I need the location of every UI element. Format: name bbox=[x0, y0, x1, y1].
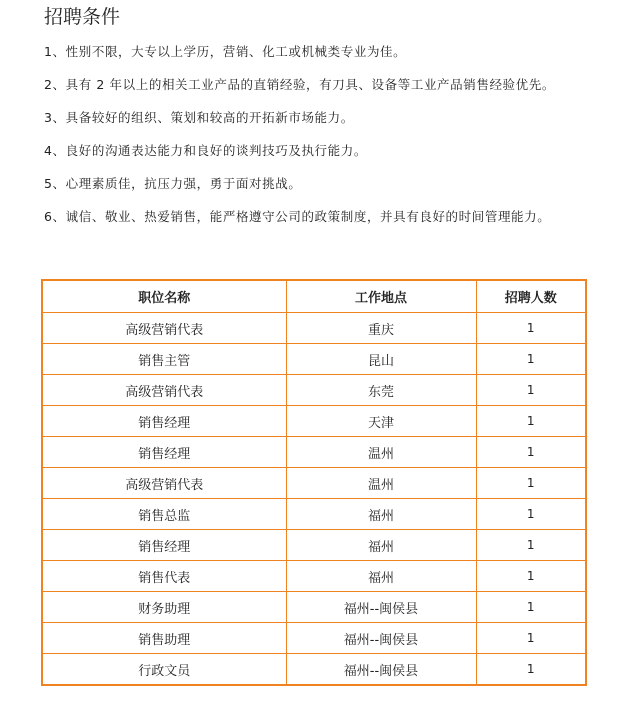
cell-headcount: 1 bbox=[476, 561, 586, 592]
table-row bbox=[42, 406, 586, 437]
cell-location: 重庆 bbox=[286, 313, 476, 344]
cell-headcount: 1 bbox=[476, 437, 586, 468]
cell-headcount: 1 bbox=[476, 406, 586, 437]
requirement-item: 2、具有 2 年以上的相关工业产品的直销经验，有刀具、设备等工业产品销售经验优先。 bbox=[44, 77, 555, 92]
header-headcount: 招聘人数 bbox=[476, 280, 586, 313]
header-location: 工作地点 bbox=[286, 280, 476, 313]
cell-headcount: 1 bbox=[476, 530, 586, 561]
table-row bbox=[42, 654, 586, 686]
cell-headcount: 1 bbox=[476, 375, 586, 406]
cell-position: 行政文员 bbox=[42, 654, 286, 686]
requirement-item: 1、性别不限，大专以上学历，营销、化工或机械类专业为佳。 bbox=[44, 44, 407, 59]
table-row bbox=[42, 623, 586, 654]
cell-position: 销售主管 bbox=[42, 344, 286, 375]
cell-location: 天津 bbox=[286, 406, 476, 437]
table-row bbox=[42, 530, 586, 561]
page-title: 招聘条件 bbox=[44, 6, 121, 28]
cell-position: 销售助理 bbox=[42, 623, 286, 654]
cell-position: 销售经理 bbox=[42, 437, 286, 468]
cell-location: 温州 bbox=[286, 437, 476, 468]
cell-location: 福州 bbox=[286, 530, 476, 561]
cell-location: 福州--闽侯县 bbox=[286, 654, 476, 686]
table-row bbox=[42, 344, 586, 375]
cell-location: 福州--闽侯县 bbox=[286, 623, 476, 654]
cell-location: 福州--闽侯县 bbox=[286, 592, 476, 623]
table-row bbox=[42, 592, 586, 623]
table-row bbox=[42, 437, 586, 468]
cell-position: 销售经理 bbox=[42, 406, 286, 437]
cell-position: 高级营销代表 bbox=[42, 313, 286, 344]
cell-position: 高级营销代表 bbox=[42, 375, 286, 406]
cell-position: 高级营销代表 bbox=[42, 468, 286, 499]
requirements-list bbox=[44, 38, 635, 236]
cell-headcount: 1 bbox=[476, 623, 586, 654]
cell-headcount: 1 bbox=[476, 344, 586, 375]
table-row bbox=[42, 375, 586, 406]
cell-location: 昆山 bbox=[286, 344, 476, 375]
cell-headcount: 1 bbox=[476, 654, 586, 686]
cell-headcount: 1 bbox=[476, 468, 586, 499]
requirement-item: 6、诚信、敬业、热爱销售，能严格遵守公司的政策制度，并具有良好的时间管理能力。 bbox=[44, 209, 551, 224]
requirement-item: 5、心理素质佳，抗压力强，勇于面对挑战。 bbox=[44, 176, 302, 191]
cell-position: 销售代表 bbox=[42, 561, 286, 592]
jobs-table bbox=[41, 279, 587, 686]
requirement-item: 3、具备较好的组织、策划和较高的开拓新市场能力。 bbox=[44, 110, 354, 125]
cell-headcount: 1 bbox=[476, 499, 586, 530]
table-row bbox=[42, 468, 586, 499]
cell-headcount: 1 bbox=[476, 592, 586, 623]
header-position: 职位名称 bbox=[42, 280, 286, 313]
table-header-row bbox=[42, 280, 586, 313]
cell-position: 财务助理 bbox=[42, 592, 286, 623]
cell-position: 销售总监 bbox=[42, 499, 286, 530]
cell-location: 福州 bbox=[286, 499, 476, 530]
cell-headcount: 1 bbox=[476, 313, 586, 344]
requirement-item: 4、良好的沟通表达能力和良好的谈判技巧及执行能力。 bbox=[44, 143, 367, 158]
table-row bbox=[42, 561, 586, 592]
cell-location: 东莞 bbox=[286, 375, 476, 406]
table-row bbox=[42, 499, 586, 530]
cell-location: 温州 bbox=[286, 468, 476, 499]
table-row bbox=[42, 313, 586, 344]
cell-position: 销售经理 bbox=[42, 530, 286, 561]
cell-location: 福州 bbox=[286, 561, 476, 592]
